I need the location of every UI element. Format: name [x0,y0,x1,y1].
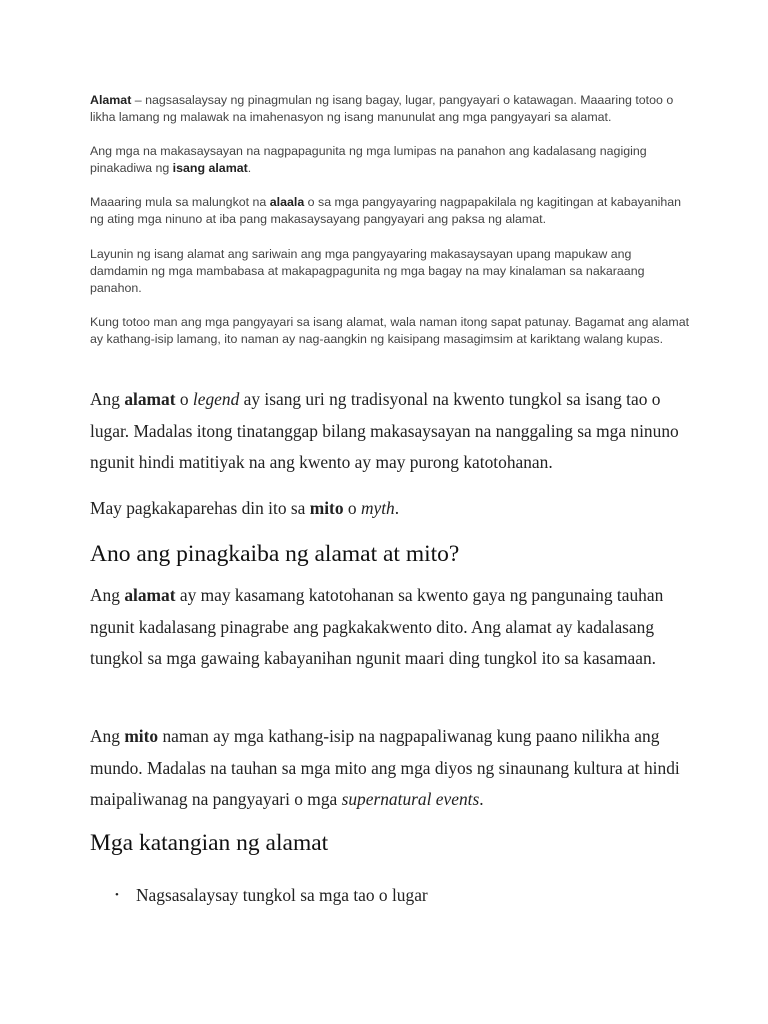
text-run: . [479,789,484,809]
bold-alamat: alamat [124,585,176,605]
intro-paragraph-1 [90,92,690,126]
body-paragraph-alamat-legend [90,384,690,479]
list-item-text: Nagsasalaysay tungkol sa mga tao o lugar [136,885,428,905]
intro-paragraph-2-end: . [247,161,252,175]
italic-myth: myth [360,498,395,518]
text-run: o [175,389,193,409]
heading-pinagkaiba: Ano ang pinagkaiba ng alamat at mito? [90,541,460,567]
bold-alaala: alaala [269,195,305,209]
intro-paragraph-3-text: Maaaring mula sa malungkot na [90,195,270,209]
text-run: Ang [90,585,125,605]
text-run: naman ay mga kathang-isip na nagpapaliwanag kung paano nilikha ang mundo. Madalas na tauhan sa mga mito ang mga diyos ng sinaunang kultura at hindi maipaliwanag na pangyayari o mga [90,726,680,809]
body-paragraph-mito-myth [90,493,690,525]
intro-paragraph-3-end: o sa mga pangyayaring nagpapakilala ng kagitingan at kabayanihan ng ating mga ninuno at iba pang makasaysayang pangyayari ang paksa ng alamat. [90,195,682,226]
text-run: Ang [90,726,125,746]
italic-legend: legend [192,389,240,409]
bold-alamat: alamat [124,389,176,409]
text-run: ay isang uri ng tradisyonal na kwento tungkol sa isang tao o lugar. Madalas itong tinatanggap bilang makasaysayan na nanggaling sa mga ninuno ngunit hindi matitiyak na ang kwento ay may purong katotohanan. [90,389,679,472]
body-paragraph-alamat-definition [90,580,690,675]
bullet-icon: • [115,889,119,901]
intro-paragraph-3 [90,194,690,228]
term-alamat: Alamat [90,93,132,107]
intro-paragraph-4: Layunin ng isang alamat ang sariwain ang mga pangyayaring makasaysayan upang mapukaw ang damdamin ng mga mambabasa at makapagpagunita ng mga bagay na may kinalaman sa nakaraang panahon. [90,247,645,295]
italic-supernatural-events: supernatural events [341,789,480,809]
text-run: May pagkakaparehas din ito sa [90,498,310,518]
text-run: ay may kasamang katotohanan sa kwento gaya ng pangunaing tauhan ngunit kadalasang pinagrabe ang pagkakakwento dito. Ang alamat ay kadalasang tungkol sa mga gawaing kabayanihan ngunit maari ding tungkol ito sa kasamaan. [90,585,664,668]
text-run: Ang [90,389,125,409]
intro-paragraph-5: Kung totoo man ang mga pangyayari sa isang alamat, wala naman itong sapat patunay. Bagamat ang alamat ay kathang-isip lamang, ito naman ay nag-aangkin ng kaisipang masagimsim at kariktang walang kupas. [90,315,690,346]
text-run: . [394,498,400,518]
intro-paragraph-2-text: Ang mga na makasaysayan na nagpapagunita ng mga lumipas na panahon ang kadalasang nagiging pinakadiwa ng [90,144,647,175]
list-item [90,880,690,910]
heading-katangian: Mga katangian ng alamat [90,830,329,856]
text-run: o [343,498,361,518]
katangian-list [90,880,690,910]
bold-mito: mito [309,498,344,518]
intro-paragraph-2 [90,143,690,177]
bold-mito: mito [124,726,159,746]
bold-isang-alamat: isang alamat [172,161,248,175]
body-paragraph-mito-definition [90,721,690,816]
intro-paragraph-1-text: – nagsasalaysay ng pinagmulan ng isang bagay, lugar, pangyayari o katawagan. Maaaring totoo o likha lamang ng malawak na imahenasyon ng isang manunulat ang mga pangyayari sa alamat. [90,93,674,124]
